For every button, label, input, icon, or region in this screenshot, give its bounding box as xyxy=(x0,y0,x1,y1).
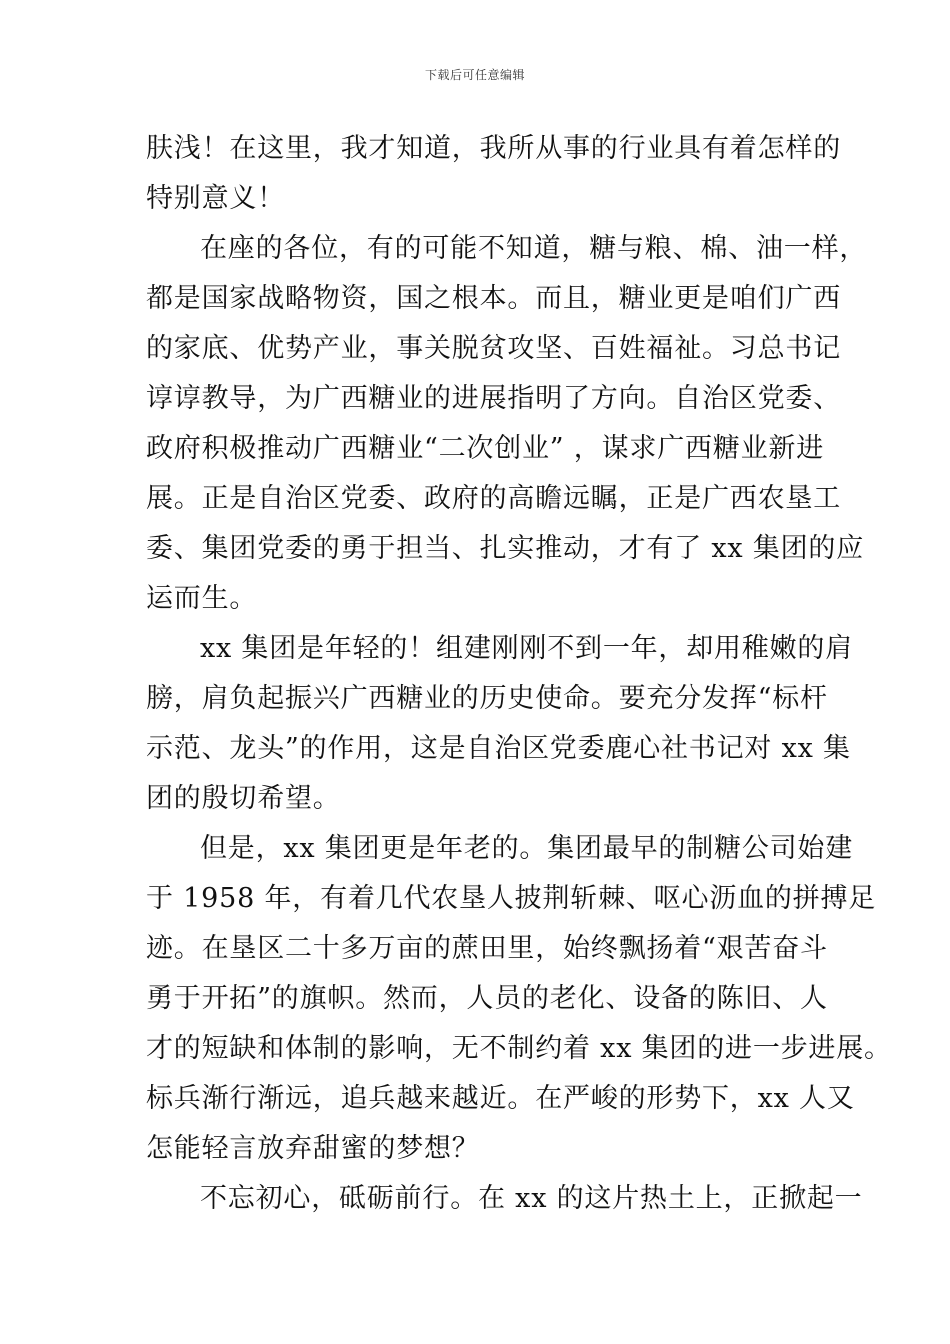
text-line: 团的殷切希望。 xyxy=(146,783,341,814)
paragraph-start-line: 不忘初心，砥砺前行。在 xx 的这片热土上，正掀起一 xyxy=(200,1183,863,1214)
text-line: 勇于开拓”的旗帜。然而，人员的老化、设备的陈旧、人 xyxy=(146,983,828,1014)
text-line: 肤浅！在这里，我才知道，我所从事的行业具有着怎样的 xyxy=(146,133,841,164)
text-line: 于 1958 年，有着几代农垦人披荆斩棘、呕心沥血的拼搏足 xyxy=(146,883,877,914)
text-line: 展。正是自治区党委、政府的高瞻远瞩，正是广西农垦工 xyxy=(146,483,841,514)
text-line: 的家底、优势产业，事关脱贫攻坚、百姓福祉。习总书记 xyxy=(146,333,841,364)
paragraph-start-line: xx 集团是年轻的！组建刚刚不到一年，却用稚嫩的肩 xyxy=(200,633,854,664)
paragraph-start-line: 但是，xx 集团更是年老的。集团最早的制糖公司始建 xyxy=(200,833,854,864)
text-line: 怎能轻言放弃甜蜜的梦想？ xyxy=(146,1133,480,1164)
text-line: 示范、龙头”的作用，这是自治区党委鹿心社书记对 xx 集 xyxy=(146,733,851,764)
text-line: 都是国家战略物资，国之根本。而且，糖业更是咱们广西 xyxy=(146,283,841,314)
text-line: 才的短缺和体制的影响，无不制约着 xx 集团的进一步进展。 xyxy=(146,1033,892,1064)
text-line: 膀，肩负起振兴广西糖业的历史使命。要充分发挥“标杆 xyxy=(146,683,828,714)
paragraph-start-line: 在座的各位，有的可能不知道，糖与粮、棉、油一样， xyxy=(200,233,868,264)
text-line: 标兵渐行渐远，追兵越来越近。在严峻的形势下，xx 人又 xyxy=(146,1083,855,1114)
text-line: 政府积极推动广西糖业“二次创业” ，谋求广西糖业新进 xyxy=(146,433,824,464)
text-line: 谆谆教导，为广西糖业的进展指明了方向。自治区党委、 xyxy=(146,383,841,414)
text-line: 运而生。 xyxy=(146,583,258,614)
page-header: 下载后可任意编辑 xyxy=(424,68,525,82)
text-line: 委、集团党委的勇于担当、扎实推动，才有了 xx 集团的应 xyxy=(146,533,865,564)
text-line: 特别意义！ xyxy=(146,183,285,214)
text-line: 迹。在垦区二十多万亩的蔗田里，始终飘扬着“艰苦奋斗 xyxy=(146,933,828,964)
